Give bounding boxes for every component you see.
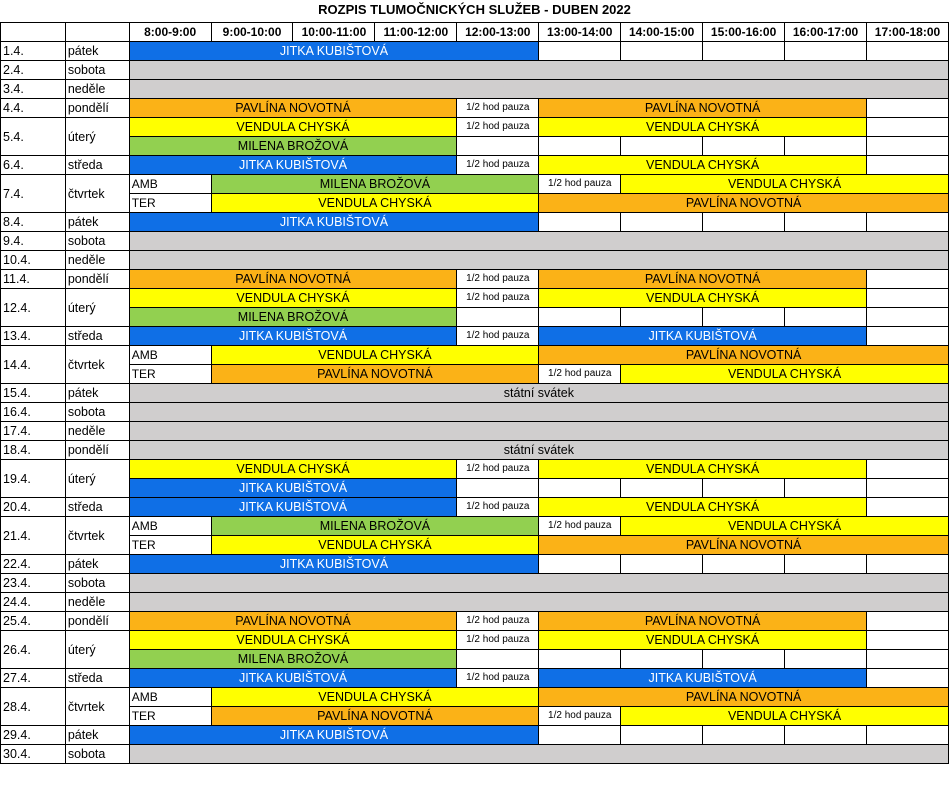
day-off-cell	[129, 251, 948, 270]
empty-cell	[539, 308, 621, 327]
empty-cell	[785, 650, 867, 669]
ward-label: AMB	[129, 346, 211, 365]
hour-header: 14:00-15:00	[621, 23, 703, 42]
day-off-cell	[129, 593, 948, 612]
interpreter-shift: VENDULA CHYSKÁ	[129, 118, 457, 137]
interpreter-shift: VENDULA CHYSKÁ	[539, 118, 867, 137]
empty-cell	[457, 308, 539, 327]
weekday-cell: čtvrtek	[65, 346, 129, 384]
holiday-cell: státní svátek	[129, 384, 948, 403]
interpreter-shift: VENDULA CHYSKÁ	[539, 156, 867, 175]
date-cell: 13.4.	[1, 327, 66, 346]
interpreter-shift: PAVLÍNA NOVOTNÁ	[539, 99, 867, 118]
weekday-cell: úterý	[65, 118, 129, 156]
table-row	[1, 327, 949, 346]
weekday-cell: úterý	[65, 631, 129, 669]
header-corner-cell	[65, 23, 129, 42]
break-cell: 1/2 hod pauza	[539, 707, 621, 726]
break-cell: 1/2 hod pauza	[457, 99, 539, 118]
empty-cell	[867, 156, 949, 175]
interpreter-shift: JITKA KUBIŠTOVÁ	[539, 669, 867, 688]
table-row	[1, 232, 949, 251]
date-cell: 14.4.	[1, 346, 66, 384]
weekday-cell: sobota	[65, 403, 129, 422]
empty-cell	[703, 308, 785, 327]
weekday-cell: pondělí	[65, 270, 129, 289]
ward-label: TER	[129, 194, 211, 213]
page-title: ROZPIS TLUMOČNICKÝCH SLUŽEB - DUBEN 2022	[318, 2, 631, 17]
empty-cell	[457, 479, 539, 498]
empty-cell	[703, 42, 785, 61]
empty-cell	[539, 42, 621, 61]
interpreter-shift: JITKA KUBIŠTOVÁ	[129, 156, 457, 175]
day-off-cell	[129, 232, 948, 251]
date-cell: 15.4.	[1, 384, 66, 403]
weekday-cell: pondělí	[65, 441, 129, 460]
break-cell: 1/2 hod pauza	[457, 289, 539, 308]
weekday-cell: sobota	[65, 574, 129, 593]
empty-cell	[621, 213, 703, 232]
header-corner-cell	[1, 23, 66, 42]
hour-header: 9:00-10:00	[211, 23, 293, 42]
interpreter-shift: VENDULA CHYSKÁ	[539, 631, 867, 650]
table-row	[1, 270, 949, 289]
table-row	[1, 555, 949, 574]
date-cell: 27.4.	[1, 669, 66, 688]
date-cell: 25.4.	[1, 612, 66, 631]
table-row	[1, 574, 949, 593]
empty-cell	[867, 498, 949, 517]
table-row	[1, 346, 949, 365]
weekday-cell: čtvrtek	[65, 688, 129, 726]
table-row	[1, 669, 949, 688]
empty-cell	[621, 726, 703, 745]
table-row	[1, 137, 949, 156]
table-row	[1, 441, 949, 460]
break-cell: 1/2 hod pauza	[457, 612, 539, 631]
date-cell: 10.4.	[1, 251, 66, 270]
empty-cell	[785, 479, 867, 498]
interpreter-shift: VENDULA CHYSKÁ	[539, 289, 867, 308]
table-row	[1, 612, 949, 631]
date-cell: 4.4.	[1, 99, 66, 118]
interpreter-shift: VENDULA CHYSKÁ	[539, 498, 867, 517]
date-cell: 21.4.	[1, 517, 66, 555]
date-cell: 28.4.	[1, 688, 66, 726]
table-row	[1, 156, 949, 175]
weekday-cell: pondělí	[65, 612, 129, 631]
table-row	[1, 707, 949, 726]
hour-header: 8:00-9:00	[129, 23, 211, 42]
table-row	[1, 80, 949, 99]
ward-label: TER	[129, 536, 211, 555]
empty-cell	[539, 555, 621, 574]
table-row	[1, 745, 949, 764]
interpreter-shift: MILENA BROŽOVÁ	[129, 308, 457, 327]
interpreter-shift: MILENA BROŽOVÁ	[129, 650, 457, 669]
weekday-cell: neděle	[65, 80, 129, 99]
weekday-cell: sobota	[65, 61, 129, 80]
weekday-cell: sobota	[65, 745, 129, 764]
empty-cell	[539, 479, 621, 498]
day-off-cell	[129, 61, 948, 80]
empty-cell	[867, 289, 949, 308]
empty-cell	[703, 650, 785, 669]
table-row	[1, 194, 949, 213]
empty-cell	[867, 555, 949, 574]
empty-cell	[785, 42, 867, 61]
interpreter-shift: JITKA KUBIŠTOVÁ	[129, 479, 457, 498]
weekday-cell: pátek	[65, 213, 129, 232]
ward-label: AMB	[129, 517, 211, 536]
date-cell: 5.4.	[1, 118, 66, 156]
date-cell: 7.4.	[1, 175, 66, 213]
date-cell: 26.4.	[1, 631, 66, 669]
break-cell: 1/2 hod pauza	[457, 327, 539, 346]
table-row	[1, 61, 949, 80]
interpreter-shift: JITKA KUBIŠTOVÁ	[129, 327, 457, 346]
date-cell: 12.4.	[1, 289, 66, 327]
interpreter-shift: VENDULA CHYSKÁ	[211, 346, 539, 365]
empty-cell	[621, 308, 703, 327]
day-off-cell	[129, 80, 948, 99]
date-cell: 24.4.	[1, 593, 66, 612]
weekday-cell: středa	[65, 156, 129, 175]
interpreter-shift: PAVLÍNA NOVOTNÁ	[211, 365, 539, 384]
empty-cell	[539, 213, 621, 232]
empty-cell	[867, 612, 949, 631]
table-row	[1, 517, 949, 536]
hour-header: 16:00-17:00	[785, 23, 867, 42]
table-row	[1, 479, 949, 498]
empty-cell	[785, 726, 867, 745]
break-cell: 1/2 hod pauza	[457, 270, 539, 289]
weekday-cell: středa	[65, 669, 129, 688]
empty-cell	[703, 137, 785, 156]
interpreter-shift: VENDULA CHYSKÁ	[211, 194, 539, 213]
date-cell: 30.4.	[1, 745, 66, 764]
empty-cell	[785, 308, 867, 327]
interpreter-shift: VENDULA CHYSKÁ	[129, 631, 457, 650]
weekday-cell: pátek	[65, 42, 129, 61]
break-cell: 1/2 hod pauza	[457, 156, 539, 175]
empty-cell	[457, 650, 539, 669]
interpreter-shift: VENDULA CHYSKÁ	[621, 517, 949, 536]
empty-cell	[621, 137, 703, 156]
weekday-cell: pátek	[65, 555, 129, 574]
date-cell: 18.4.	[1, 441, 66, 460]
date-cell: 22.4.	[1, 555, 66, 574]
empty-cell	[867, 479, 949, 498]
date-cell: 29.4.	[1, 726, 66, 745]
empty-cell	[457, 137, 539, 156]
empty-cell	[785, 555, 867, 574]
holiday-cell: státní svátek	[129, 441, 948, 460]
table-row	[1, 460, 949, 479]
table-row	[1, 498, 949, 517]
interpreter-shift: MILENA BROŽOVÁ	[129, 137, 457, 156]
empty-cell	[867, 213, 949, 232]
table-row	[1, 99, 949, 118]
table-row	[1, 251, 949, 270]
interpreter-shift: PAVLÍNA NOVOTNÁ	[539, 612, 867, 631]
empty-cell	[867, 42, 949, 61]
day-off-cell	[129, 422, 948, 441]
empty-cell	[621, 42, 703, 61]
empty-cell	[539, 137, 621, 156]
table-row	[1, 289, 949, 308]
date-cell: 16.4.	[1, 403, 66, 422]
empty-cell	[785, 137, 867, 156]
table-row	[1, 118, 949, 137]
table-row	[1, 42, 949, 61]
interpreter-shift: VENDULA CHYSKÁ	[539, 460, 867, 479]
interpreter-shift: JITKA KUBIŠTOVÁ	[129, 42, 539, 61]
ward-label: AMB	[129, 175, 211, 194]
empty-cell	[867, 669, 949, 688]
table-row	[1, 726, 949, 745]
table-row	[1, 213, 949, 232]
table-row	[1, 536, 949, 555]
day-off-cell	[129, 574, 948, 593]
weekday-cell: neděle	[65, 422, 129, 441]
interpreter-shift: JITKA KUBIŠTOVÁ	[129, 555, 539, 574]
table-row	[1, 308, 949, 327]
interpreter-shift: PAVLÍNA NOVOTNÁ	[129, 99, 457, 118]
empty-cell	[785, 213, 867, 232]
interpreter-shift: JITKA KUBIŠTOVÁ	[129, 213, 539, 232]
empty-cell	[867, 650, 949, 669]
interpreter-shift: VENDULA CHYSKÁ	[129, 460, 457, 479]
date-cell: 19.4.	[1, 460, 66, 498]
interpreter-shift: VENDULA CHYSKÁ	[621, 365, 949, 384]
interpreter-shift: VENDULA CHYSKÁ	[211, 688, 539, 707]
date-cell: 23.4.	[1, 574, 66, 593]
break-cell: 1/2 hod pauza	[457, 118, 539, 137]
hour-header: 11:00-12:00	[375, 23, 457, 42]
empty-cell	[867, 270, 949, 289]
interpreter-shift: PAVLÍNA NOVOTNÁ	[539, 536, 949, 555]
day-off-cell	[129, 403, 948, 422]
empty-cell	[703, 555, 785, 574]
interpreter-shift: PAVLÍNA NOVOTNÁ	[129, 270, 457, 289]
date-cell: 8.4.	[1, 213, 66, 232]
weekday-cell: úterý	[65, 460, 129, 498]
hour-header: 12:00-13:00	[457, 23, 539, 42]
empty-cell	[867, 137, 949, 156]
empty-cell	[867, 460, 949, 479]
empty-cell	[539, 726, 621, 745]
weekday-cell: pátek	[65, 726, 129, 745]
weekday-cell: čtvrtek	[65, 517, 129, 555]
empty-cell	[867, 99, 949, 118]
table-row	[1, 688, 949, 707]
weekday-cell: pondělí	[65, 99, 129, 118]
date-cell: 6.4.	[1, 156, 66, 175]
weekday-cell: pátek	[65, 384, 129, 403]
date-cell: 9.4.	[1, 232, 66, 251]
break-cell: 1/2 hod pauza	[539, 365, 621, 384]
interpreter-shift: VENDULA CHYSKÁ	[621, 175, 949, 194]
table-row	[1, 365, 949, 384]
break-cell: 1/2 hod pauza	[539, 517, 621, 536]
date-cell: 2.4.	[1, 61, 66, 80]
hour-header: 13:00-14:00	[539, 23, 621, 42]
weekday-cell: středa	[65, 498, 129, 517]
interpreter-shift: VENDULA CHYSKÁ	[129, 289, 457, 308]
table-row	[1, 631, 949, 650]
hour-header: 15:00-16:00	[703, 23, 785, 42]
empty-cell	[867, 631, 949, 650]
empty-cell	[703, 213, 785, 232]
empty-cell	[621, 479, 703, 498]
table-row	[1, 384, 949, 403]
interpreter-shift: PAVLÍNA NOVOTNÁ	[539, 688, 949, 707]
empty-cell	[703, 479, 785, 498]
interpreter-shift: PAVLÍNA NOVOTNÁ	[539, 270, 867, 289]
weekday-cell: středa	[65, 327, 129, 346]
empty-cell	[621, 555, 703, 574]
break-cell: 1/2 hod pauza	[457, 669, 539, 688]
interpreter-shift: PAVLÍNA NOVOTNÁ	[211, 707, 539, 726]
break-cell: 1/2 hod pauza	[539, 175, 621, 194]
table-row	[1, 650, 949, 669]
weekday-cell: neděle	[65, 593, 129, 612]
interpreter-shift: MILENA BROŽOVÁ	[211, 175, 539, 194]
weekday-cell: čtvrtek	[65, 175, 129, 213]
weekday-cell: neděle	[65, 251, 129, 270]
interpreter-shift: VENDULA CHYSKÁ	[621, 707, 949, 726]
break-cell: 1/2 hod pauza	[457, 460, 539, 479]
break-cell: 1/2 hod pauza	[457, 631, 539, 650]
table-row	[1, 593, 949, 612]
break-cell: 1/2 hod pauza	[457, 498, 539, 517]
hour-header: 10:00-11:00	[293, 23, 375, 42]
empty-cell	[867, 726, 949, 745]
date-cell: 11.4.	[1, 270, 66, 289]
empty-cell	[867, 327, 949, 346]
ward-label: TER	[129, 707, 211, 726]
date-cell: 17.4.	[1, 422, 66, 441]
interpreter-shift: PAVLÍNA NOVOTNÁ	[539, 346, 949, 365]
empty-cell	[621, 650, 703, 669]
empty-cell	[703, 726, 785, 745]
header-row	[1, 23, 949, 42]
interpreter-shift: JITKA KUBIŠTOVÁ	[129, 726, 539, 745]
interpreter-shift: PAVLÍNA NOVOTNÁ	[129, 612, 457, 631]
date-cell: 3.4.	[1, 80, 66, 99]
interpreter-shift: PAVLÍNA NOVOTNÁ	[539, 194, 949, 213]
table-row	[1, 175, 949, 194]
weekday-cell: úterý	[65, 289, 129, 327]
ward-label: AMB	[129, 688, 211, 707]
schedule-table	[0, 22, 949, 764]
weekday-cell: sobota	[65, 232, 129, 251]
interpreter-shift: JITKA KUBIŠTOVÁ	[129, 498, 457, 517]
ward-label: TER	[129, 365, 211, 384]
empty-cell	[867, 118, 949, 137]
day-off-cell	[129, 745, 948, 764]
table-row	[1, 422, 949, 441]
empty-cell	[867, 308, 949, 327]
date-cell: 1.4.	[1, 42, 66, 61]
date-cell: 20.4.	[1, 498, 66, 517]
interpreter-shift: JITKA KUBIŠTOVÁ	[129, 669, 457, 688]
interpreter-shift: JITKA KUBIŠTOVÁ	[539, 327, 867, 346]
hour-header: 17:00-18:00	[867, 23, 949, 42]
table-row	[1, 403, 949, 422]
empty-cell	[539, 650, 621, 669]
interpreter-shift: VENDULA CHYSKÁ	[211, 536, 539, 555]
interpreter-shift: MILENA BROŽOVÁ	[211, 517, 539, 536]
